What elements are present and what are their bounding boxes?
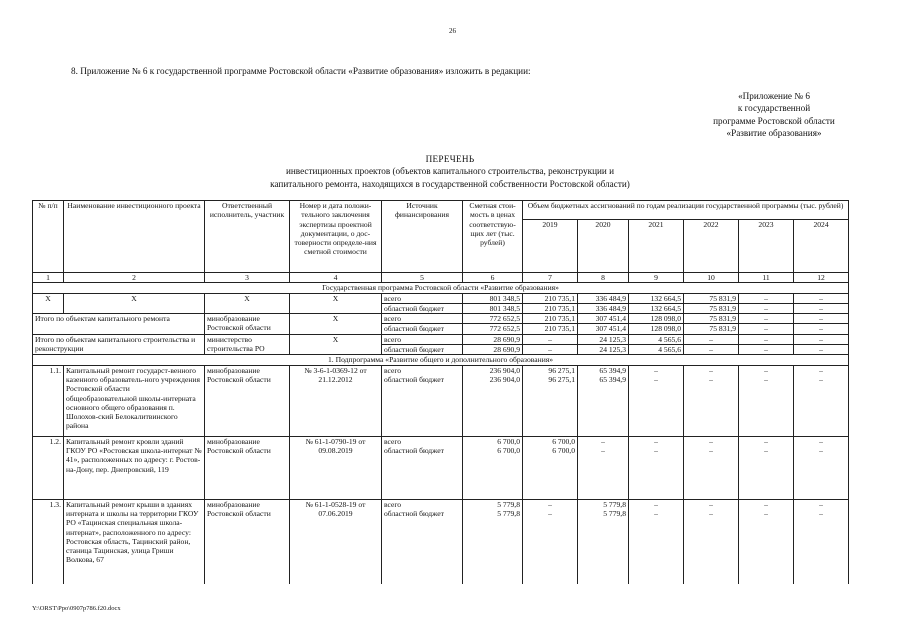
value-cell: – (794, 314, 849, 324)
source-cell: всего (382, 293, 463, 303)
header-year: 2021 (629, 220, 684, 273)
value-cell (739, 365, 794, 436)
value-line: – (764, 508, 768, 518)
value-cell (629, 499, 684, 584)
cost-cell: 772 652,5 (463, 314, 523, 324)
value-cell: 4 565,6 (629, 334, 684, 344)
value-cell: 132 664,5 (629, 303, 684, 313)
item-cost (463, 499, 523, 584)
value-cell (684, 436, 739, 499)
value-line: – (601, 445, 605, 455)
header-row (33, 201, 849, 220)
value-cell: 128 098,0 (629, 324, 684, 334)
value-line: – (709, 365, 713, 375)
value-cell: – (739, 314, 794, 324)
value-cell (578, 499, 629, 584)
source-line: всего (384, 365, 402, 375)
cost-cell: 28 690,9 (463, 334, 523, 344)
value-cell: 24 125,3 (578, 334, 629, 344)
item-name: Капитальный ремонт крыши в зданиях интерната и школы на территории ГКОУ РО «Тацинская специальная школа-интернат», расположенного по адресу: Ростовская область, Тацинский район, станица Тацинская, улица Гриши Волкова, 67 (64, 499, 205, 584)
annex-line: «Приложение № 6 (738, 91, 810, 101)
item-expertise: № 61-1-0528-19 от 07.06.2019 (290, 499, 382, 584)
value-cell (523, 365, 578, 436)
column-numbers-row (33, 273, 849, 283)
item-number: 1.2. (33, 436, 64, 499)
cost-cell: 801 348,5 (463, 303, 523, 313)
annex-line: «Развитие образования» (726, 128, 822, 139)
summary-build-name: Итого по объектам капитального строительства и реконструкции (33, 334, 205, 355)
item-number: 1.1. (33, 365, 64, 436)
value-cell (523, 436, 578, 499)
value-cell: 75 831,9 (684, 303, 739, 313)
subprogram-title-row (33, 355, 849, 365)
summary-total-row (33, 293, 849, 303)
value-cell: 75 831,9 (684, 324, 739, 334)
source-cell: областной бюджет (382, 303, 463, 313)
header-year: 2019 (523, 220, 578, 273)
title-line: капитального ремонта, находящихся в государственной собственности Ростовской области) (270, 178, 630, 189)
summary-repair-name: Итого по объектам капитального ремонта (33, 314, 205, 335)
header-year: 2020 (578, 220, 629, 273)
value-cell: – (794, 345, 849, 355)
item-sources (382, 365, 463, 436)
column-number: 4 (290, 273, 382, 283)
column-number: 10 (684, 273, 739, 283)
column-number: 2 (64, 273, 205, 283)
item-name: Капитальный ремонт государст-венного казенного образователь-ного учреждения Ростовской области общеобразовательной школы-интерната основного общего образования п. Шолохов-ский Белокалитвинского района (64, 365, 205, 436)
header-num: № п/п (33, 201, 64, 273)
cost-line: 236 904,0 (489, 374, 520, 384)
subprogram-title: 1. Подпрограмма «Развитие общего и дополнительного образования» (33, 355, 849, 365)
value-cell: – (739, 334, 794, 344)
value-line: – (819, 436, 823, 446)
value-cell: – (794, 334, 849, 344)
table-row (33, 436, 849, 499)
item-sources (382, 436, 463, 499)
annex-line: к государственной (737, 103, 811, 114)
annex-header (700, 90, 848, 140)
value-cell (794, 365, 849, 436)
table-row (33, 499, 849, 584)
investment-projects-table (32, 200, 849, 584)
value-cell: – (794, 324, 849, 334)
value-line: – (548, 508, 552, 518)
header-responsible: Ответственный исполнитель, участник (205, 201, 290, 273)
value-line: – (709, 436, 713, 446)
value-line: 96 275,1 (548, 374, 575, 384)
source-line: областной бюджет (384, 508, 444, 518)
value-cell: 307 451,4 (578, 324, 629, 334)
source-cell: всего (382, 334, 463, 344)
summary-repair-row (33, 314, 849, 324)
summary-num: X (33, 293, 64, 314)
value-line: – (654, 445, 658, 455)
header-name: Наименование инвестиционного проекта (64, 201, 205, 273)
value-line: – (548, 499, 552, 509)
value-cell: – (739, 324, 794, 334)
header-cost: Сметная стои-мость в ценах соответствую-щих лет (тыс. рублей) (463, 201, 523, 273)
header-volume: Объем бюджетных ассигнований по годам реализации государственной программы (тыс. рублей) (523, 201, 849, 220)
column-number: 3 (205, 273, 290, 283)
value-line: – (764, 365, 768, 375)
value-line: – (709, 499, 713, 509)
value-line: 5 779,8 (603, 508, 626, 518)
value-cell: – (794, 303, 849, 313)
value-cell (578, 436, 629, 499)
item-cost (463, 365, 523, 436)
value-line: – (709, 508, 713, 518)
value-cell: 132 664,5 (629, 293, 684, 303)
value-cell: 336 484,9 (578, 293, 629, 303)
value-line: – (819, 508, 823, 518)
value-cell: – (684, 345, 739, 355)
value-cell: 307 451,4 (578, 314, 629, 324)
item-responsible: минобразование Ростовской области (205, 436, 290, 499)
value-line: 96 275,1 (548, 365, 575, 375)
value-line: 65 394,9 (599, 365, 626, 375)
value-line: 65 394,9 (599, 374, 626, 384)
value-line: – (654, 365, 658, 375)
source-cell: областной бюджет (382, 345, 463, 355)
value-line: 5 779,8 (603, 499, 626, 509)
value-line: – (819, 374, 823, 384)
value-cell (629, 436, 684, 499)
item-expertise: № 61-1-0790-19 от 09.08.2019 (290, 436, 382, 499)
header-year: 2022 (684, 220, 739, 273)
summary-build-row (33, 334, 849, 344)
summary-repair-expertise: X (290, 314, 382, 335)
cost-cell: 28 690,9 (463, 345, 523, 355)
program-title-row (33, 283, 849, 293)
value-cell (794, 499, 849, 584)
cost-line: 236 904,0 (489, 365, 520, 375)
summary-responsible: X (205, 293, 290, 314)
value-line: – (764, 374, 768, 384)
item-expertise: № 3-6-1-0369-12 от 21.12.2012 (290, 365, 382, 436)
source-line: областной бюджет (384, 445, 444, 455)
summary-repair-responsible: минобразование Ростовской области (205, 314, 290, 335)
value-line: – (819, 365, 823, 375)
value-cell (684, 365, 739, 436)
value-cell: 75 831,9 (684, 293, 739, 303)
column-number: 5 (382, 273, 463, 283)
item-cost (463, 436, 523, 499)
value-line: 6 700,0 (552, 436, 575, 446)
value-line: – (819, 499, 823, 509)
column-number: 7 (523, 273, 578, 283)
cost-line: 6 700,0 (497, 445, 520, 455)
program-title: Государственная программа Ростовской области «Развитие образования» (33, 283, 849, 293)
item-name: Капитальный ремонт кровли зданий ГКОУ РО «Ростовская школа-интернат № 41», расположенных по адресу: г. Ростов-на-Дону, пер. Днепровский, 119 (64, 436, 205, 499)
source-cell: областной бюджет (382, 324, 463, 334)
value-cell: 210 735,1 (523, 314, 578, 324)
cost-cell: 772 652,5 (463, 324, 523, 334)
header-year: 2024 (794, 220, 849, 273)
value-line: – (601, 436, 605, 446)
summary-build-expertise: X (290, 334, 382, 355)
value-cell (629, 365, 684, 436)
value-line: – (709, 374, 713, 384)
value-cell: – (739, 303, 794, 313)
cost-line: 5 779,8 (497, 499, 520, 509)
column-number: 11 (739, 273, 794, 283)
file-path-footer: Y:\ORST\Ppo\0907p786.f20.docx (32, 605, 121, 612)
summary-expertise: X (290, 293, 382, 314)
value-line: – (654, 508, 658, 518)
value-cell (578, 365, 629, 436)
value-line: – (764, 499, 768, 509)
title-heading: ПЕРЕЧЕНЬ (425, 154, 475, 164)
item-sources (382, 499, 463, 584)
value-cell: 24 125,3 (578, 345, 629, 355)
page-number: 26 (449, 27, 456, 35)
value-line: – (654, 374, 658, 384)
value-line: – (764, 445, 768, 455)
value-cell: – (684, 334, 739, 344)
cost-cell: 801 348,5 (463, 293, 523, 303)
table-row (33, 365, 849, 436)
value-cell (739, 436, 794, 499)
value-cell: 75 831,9 (684, 314, 739, 324)
value-line: – (654, 499, 658, 509)
value-cell: – (523, 334, 578, 344)
column-number: 8 (578, 273, 629, 283)
header-expertise: Номер и дата положи-тельного заключения экспертизы проектной документации, о дос-товерности определе-ния сметной стоимости (290, 201, 382, 273)
value-cell (794, 436, 849, 499)
item-number: 1.3. (33, 499, 64, 584)
source-line: всего (384, 499, 402, 509)
value-cell: 336 484,9 (578, 303, 629, 313)
value-cell: 128 098,0 (629, 314, 684, 324)
value-cell: – (739, 345, 794, 355)
value-cell: – (739, 293, 794, 303)
value-cell (523, 499, 578, 584)
document-title (180, 153, 720, 190)
cost-line: 5 779,8 (497, 508, 520, 518)
intro-text: 8. Приложение № 6 к государственной программе Ростовской области «Развитие образования» изложить в редакции: (71, 66, 531, 76)
value-cell: 210 735,1 (523, 293, 578, 303)
value-line: 6 700,0 (552, 445, 575, 455)
column-number: 9 (629, 273, 684, 283)
header-year: 2023 (739, 220, 794, 273)
column-number: 1 (33, 273, 64, 283)
value-line: – (654, 436, 658, 446)
value-line: – (764, 436, 768, 446)
cost-line: 6 700,0 (497, 436, 520, 446)
value-line: – (819, 445, 823, 455)
value-cell (684, 499, 739, 584)
value-cell (739, 499, 794, 584)
summary-build-responsible: министерство строительства РО (205, 334, 290, 355)
value-cell: – (794, 293, 849, 303)
value-cell: – (523, 345, 578, 355)
source-line: областной бюджет (384, 374, 444, 384)
title-line: инвестиционных проектов (объектов капитального строительства, реконструкции и (285, 166, 615, 177)
value-cell: 210 735,1 (523, 324, 578, 334)
header-source: Источник финансирования (382, 201, 463, 273)
source-cell: всего (382, 314, 463, 324)
item-responsible: минобразование Ростовской области (205, 365, 290, 436)
value-line: – (709, 445, 713, 455)
item-responsible: минобразование Ростовской области (205, 499, 290, 584)
summary-name: X (64, 293, 205, 314)
value-cell: 4 565,6 (629, 345, 684, 355)
value-cell: 210 735,1 (523, 303, 578, 313)
annex-line: программе Ростовской области (713, 115, 835, 126)
source-line: всего (384, 436, 402, 446)
column-number: 12 (794, 273, 849, 283)
column-number: 6 (463, 273, 523, 283)
